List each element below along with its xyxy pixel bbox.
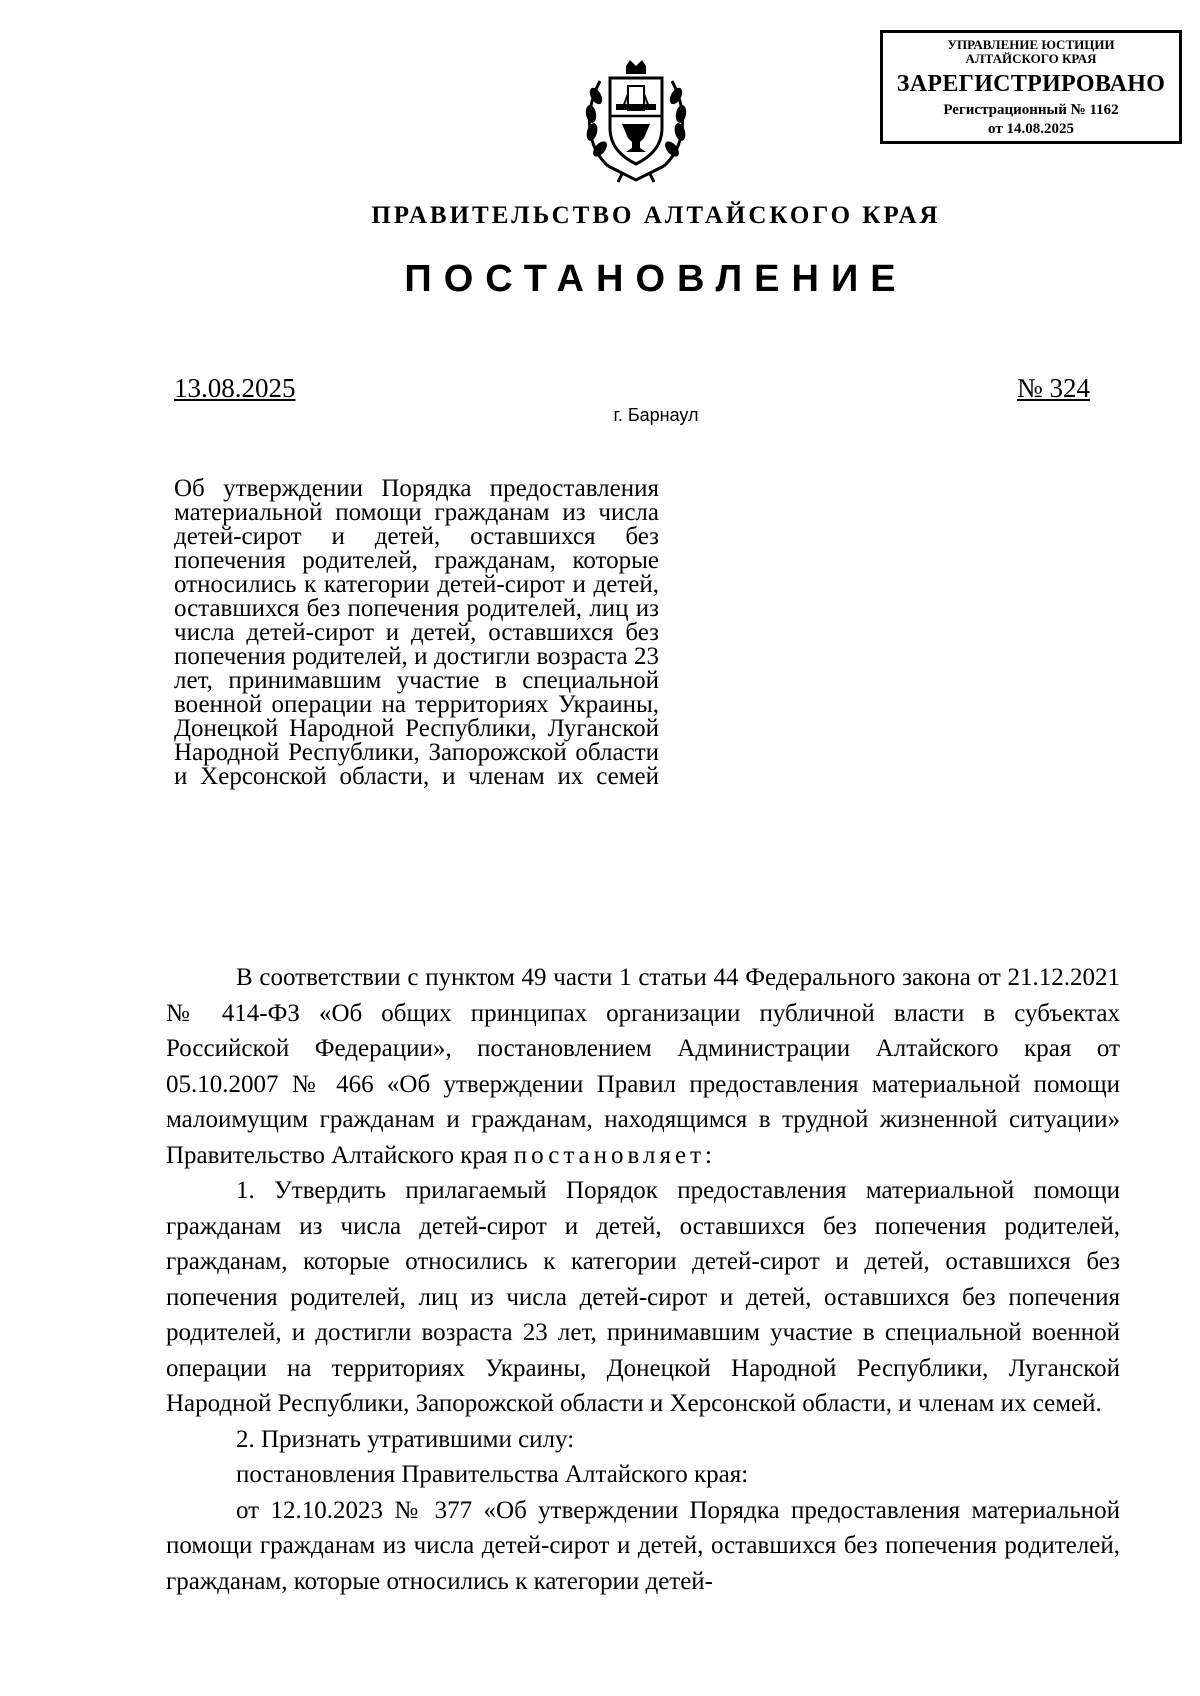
- item-2-subheading: постановления Правительства Алтайского края:: [236, 1461, 749, 1488]
- item-1-paragraph: 1. Утвердить прилагаемый Порядок предоставления материальной помощи гражданам из числа детей-сирот и детей, оставшихся без попечения родителей, гражданам, которые относились к категории детей-сирот и детей, оставшихся без попечения родителей, лиц из числа детей-сирот и детей, оставшихся без попечения родителей, и достигли возраста 23 лет, принимавшим участие в специальной военной операции на территориях Украины, Донецкой Народной Республики, Луганской Народной Республики, Запорожской области и Херсонской области, и членам их семей.: [166, 1177, 1120, 1417]
- document-city: г. Барнаул: [613, 405, 699, 425]
- document-body: [166, 960, 1120, 1599]
- stamp-org-line2: АЛТАЙСКОГО КРАЯ: [965, 51, 1097, 66]
- document-date: 13.08.2025: [174, 373, 296, 403]
- stamp-status: ЗАРЕГИСТРИРОВАНО: [896, 71, 1166, 97]
- preamble-paragraph: [166, 960, 1120, 1173]
- government-title: ПРАВИТЕЛЬСТВО АЛТАЙСКОГО КРАЯ: [371, 202, 941, 229]
- stamp-reg-date: от 14.08.2025: [988, 121, 1074, 137]
- resolves-word: постановляет:: [513, 1141, 716, 1169]
- coat-of-arms-icon: [578, 56, 694, 184]
- document-number: № 324: [1016, 373, 1090, 403]
- preamble-text: В соответствии с пунктом 49 части 1 статьи 44 Федерального закона от 21.12.2021 № 414-ФЗ «Об общих принципах организации публичной власти в субъектах Российской Федерации», постановлением Администрации Алтайского края от 05.10.2007 № 466 «Об утверждении Правил предоставления материальной помощи малоимущим гражданам и гражданам, находящимся в трудной жизненной ситуации» Правительство Алтайского края: [166, 964, 1120, 1169]
- registration-stamp: [880, 30, 1182, 144]
- item-2-paragraph: 2. Признать утратившими силу:: [236, 1425, 575, 1453]
- item-2-first-entry: от 12.10.2023 № 377 «Об утверждении Порядка предоставления материальной помощи гражданам из числа детей-сирот и детей, оставшихся без попечения родителей, гражданам, которые относились к категории детей-: [166, 1496, 1120, 1595]
- document-subject: Об утверждении Порядка предоставления материальной помощи гражданам из числа детей-сирот и детей, оставшихся без попечения родителей, гражданам, которые относились к категории детей-сирот и детей, оставшихся без попечения родителей, лиц из числа детей-сирот и детей, оставшихся без попечения родителей, и достигли возраста 23 лет, принимавшим участие в специальной военной операции на территориях Украины, Донецкой Народной Республики, Луганской Народной Республики, Запорожской области и Херсонской области, и членам их семей: [174, 475, 659, 790]
- stamp-org-line1: УПРАВЛЕНИЕ ЮСТИЦИИ: [947, 37, 1115, 52]
- document-type: ПОСТАНОВЛЕНИЕ: [404, 258, 908, 300]
- stamp-reg-number: Регистрационный № 1162: [943, 102, 1119, 118]
